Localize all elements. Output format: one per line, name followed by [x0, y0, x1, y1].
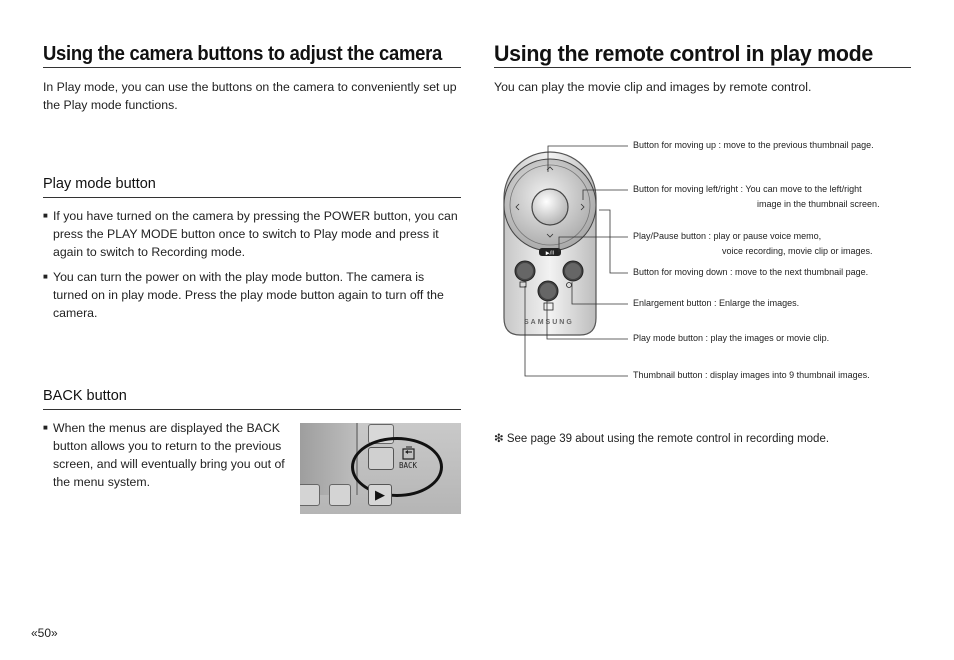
bullet-mark: ■	[43, 211, 48, 220]
play-mode-rule	[43, 197, 461, 198]
right-intro: You can play the movie clip and images by remote control.	[494, 80, 812, 94]
callout-thumbnail: Thumbnail button : display images into 9 thumbnail images.	[633, 370, 870, 380]
back-highlight-circle	[351, 437, 443, 497]
callout-play-mode: Play mode button : play the images or movie clip.	[633, 333, 830, 343]
callout-up: Button for moving up : move to the previous thumbnail page.	[633, 140, 874, 150]
callout-enlarge: Enlargement button : Enlarge the images.	[633, 298, 800, 308]
bullet-mark: ■	[43, 272, 48, 281]
recording-mode-note: ❇ See page 39 about using the remote control in recording mode.	[494, 433, 830, 445]
bullet-text: When the menus are displayed the BACK button allows you to return to the previous screen, and will eventually bring you out of the menu system.	[53, 421, 285, 489]
camera-button-bottom-2	[329, 484, 351, 506]
callout-down: Button for moving down : move to the next thumbnail page.	[633, 267, 869, 277]
play-mode-bullet-1	[43, 207, 461, 261]
remote-control-illustration	[498, 138, 602, 338]
bullet-text: If you have turned on the camera by pressing the POWER button, you can press the PLAY MODE button once to switch to Play mode and press it again to switch to Recording mode.	[53, 209, 458, 259]
right-page-title: Using the remote control in play mode	[494, 41, 874, 66]
play-icon: ▶	[375, 487, 385, 502]
left-page-title: Using the camera buttons to adjust the camera	[43, 42, 442, 65]
bullet-text: You can turn the power on with the play mode button. The camera is turned on in play mode. Press the play mode button again to turn off the camera.	[53, 270, 444, 320]
back-rule	[43, 409, 461, 410]
left-title-rule	[43, 67, 461, 68]
camera-back-photo	[300, 423, 461, 514]
callout-left-right-1: Button for moving left/right : You can move to the left/right	[633, 184, 862, 194]
back-photo-label: BACK	[399, 461, 418, 470]
page-number: «50»	[31, 626, 58, 640]
right-title-rule	[494, 67, 911, 68]
back-bullet	[43, 419, 293, 491]
callout-play-pause-1: Play/Pause button : play or pause voice memo,	[633, 231, 822, 241]
back-heading: BACK button	[43, 388, 127, 404]
svg-text:▶/II: ▶/II	[545, 250, 555, 257]
bullet-mark: ■	[43, 423, 48, 432]
camera-play-button	[368, 484, 392, 506]
play-mode-heading: Play mode button	[43, 176, 156, 192]
remote-brand: SAMSUNG	[524, 319, 574, 326]
camera-button-bottom-1	[300, 484, 320, 506]
left-intro: In Play mode, you can use the buttons on the camera to conveniently set up the Play mode functions.	[43, 80, 457, 112]
play-mode-bullet-2	[43, 268, 461, 322]
callout-play-pause-2: voice recording, movie clip or images.	[722, 246, 873, 256]
callout-left-right-2: image in the thumbnail screen.	[757, 199, 880, 209]
